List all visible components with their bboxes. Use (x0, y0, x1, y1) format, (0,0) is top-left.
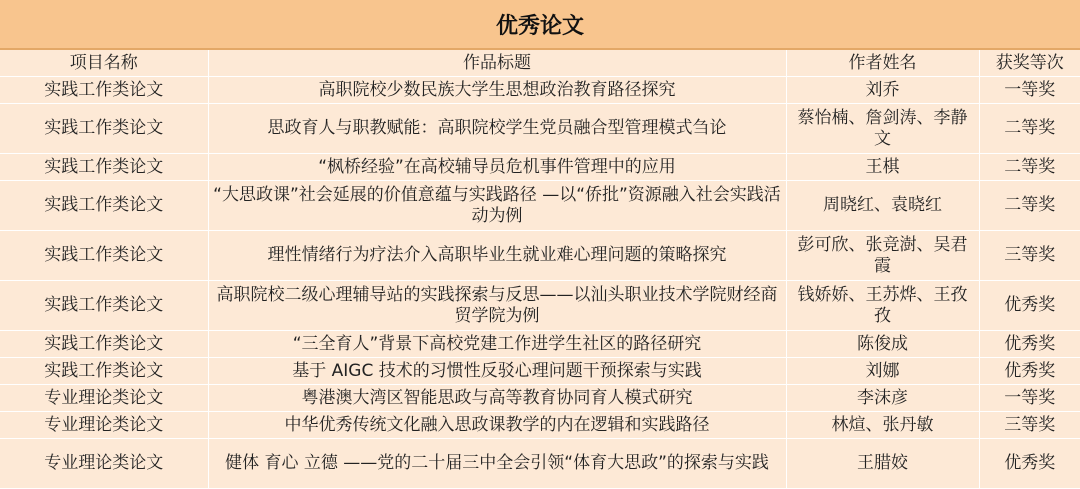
cell-award: 三等奖 (979, 231, 1080, 281)
cell-category: 专业理论类论文 (0, 412, 208, 439)
cell-category: 实践工作类论文 (0, 281, 208, 331)
cell-category: 实践工作类论文 (0, 231, 208, 281)
cell-award: 一等奖 (979, 77, 1080, 104)
cell-authors: 蔡怡楠、詹剑涛、李静文 (786, 104, 979, 154)
header-row (0, 50, 1080, 77)
table-row (0, 181, 1080, 231)
cell-award: 优秀奖 (979, 281, 1080, 331)
header-authors: 作者姓名 (786, 50, 979, 77)
awards-table (0, 50, 1080, 489)
table-row (0, 104, 1080, 154)
table-row (0, 439, 1080, 489)
cell-award: 二等奖 (979, 181, 1080, 231)
cell-category: 实践工作类论文 (0, 104, 208, 154)
cell-award: 优秀奖 (979, 358, 1080, 385)
table-row (0, 412, 1080, 439)
cell-authors: 王腊姣 (786, 439, 979, 489)
cell-category: 实践工作类论文 (0, 181, 208, 231)
table-row (0, 385, 1080, 412)
cell-authors: 王棋 (786, 154, 979, 181)
cell-category: 实践工作类论文 (0, 331, 208, 358)
cell-paper-title: 思政育人与职教赋能：高职院校学生党员融合型管理模式刍论 (208, 104, 786, 154)
header-award: 获奖等次 (979, 50, 1080, 77)
cell-award: 一等奖 (979, 385, 1080, 412)
cell-award: 三等奖 (979, 412, 1080, 439)
cell-authors: 周晓红、袁晓红 (786, 181, 979, 231)
table-row (0, 331, 1080, 358)
cell-paper-title: 理性情绪行为疗法介入高职毕业生就业难心理问题的策略探究 (208, 231, 786, 281)
cell-authors: 李沫彦 (786, 385, 979, 412)
cell-authors: 刘乔 (786, 77, 979, 104)
cell-paper-title: 高职院校少数民族大学生思想政治教育路径探究 (208, 77, 786, 104)
cell-paper-title: “枫桥经验”在高校辅导员危机事件管理中的应用 (208, 154, 786, 181)
cell-paper-title: 基于 AIGC 技术的习惯性反驳心理问题干预探索与实践 (208, 358, 786, 385)
table-row (0, 77, 1080, 104)
cell-authors: 刘娜 (786, 358, 979, 385)
cell-award: 优秀奖 (979, 439, 1080, 489)
header-paper-title: 作品标题 (208, 50, 786, 77)
cell-category: 专业理论类论文 (0, 439, 208, 489)
cell-category: 专业理论类论文 (0, 385, 208, 412)
table-row (0, 281, 1080, 331)
cell-paper-title: 中华优秀传统文化融入思政课教学的内在逻辑和实践路径 (208, 412, 786, 439)
header-category: 项目名称 (0, 50, 208, 77)
cell-authors: 钱娇娇、王苏烨、王孜孜 (786, 281, 979, 331)
cell-category: 实践工作类论文 (0, 358, 208, 385)
cell-paper-title: “大思政课”社会延展的价值意蕴与实践路径 —以“侨批”资源融入社会实践活动为例 (208, 181, 786, 231)
cell-paper-title: 高职院校二级心理辅导站的实践探索与反思——以汕头职业技术学院财经商贸学院为例 (208, 281, 786, 331)
cell-award: 优秀奖 (979, 331, 1080, 358)
cell-paper-title: 粤港澳大湾区智能思政与高等教育协同育人模式研究 (208, 385, 786, 412)
cell-award: 二等奖 (979, 154, 1080, 181)
cell-authors: 林煊、张丹敏 (786, 412, 979, 439)
cell-category: 实践工作类论文 (0, 77, 208, 104)
cell-category: 实践工作类论文 (0, 154, 208, 181)
table-title: 优秀论文 (0, 0, 1080, 50)
cell-authors: 彭可欣、张竞澍、吴君霞 (786, 231, 979, 281)
cell-award: 二等奖 (979, 104, 1080, 154)
cell-paper-title: “三全育人”背景下高校党建工作进学生社区的路径研究 (208, 331, 786, 358)
table-row (0, 358, 1080, 385)
cell-authors: 陈俊成 (786, 331, 979, 358)
cell-paper-title: 健体 育心 立德 ——党的二十届三中全会引领“体育大思政”的探索与实践 (208, 439, 786, 489)
table-row (0, 231, 1080, 281)
table-row (0, 154, 1080, 181)
